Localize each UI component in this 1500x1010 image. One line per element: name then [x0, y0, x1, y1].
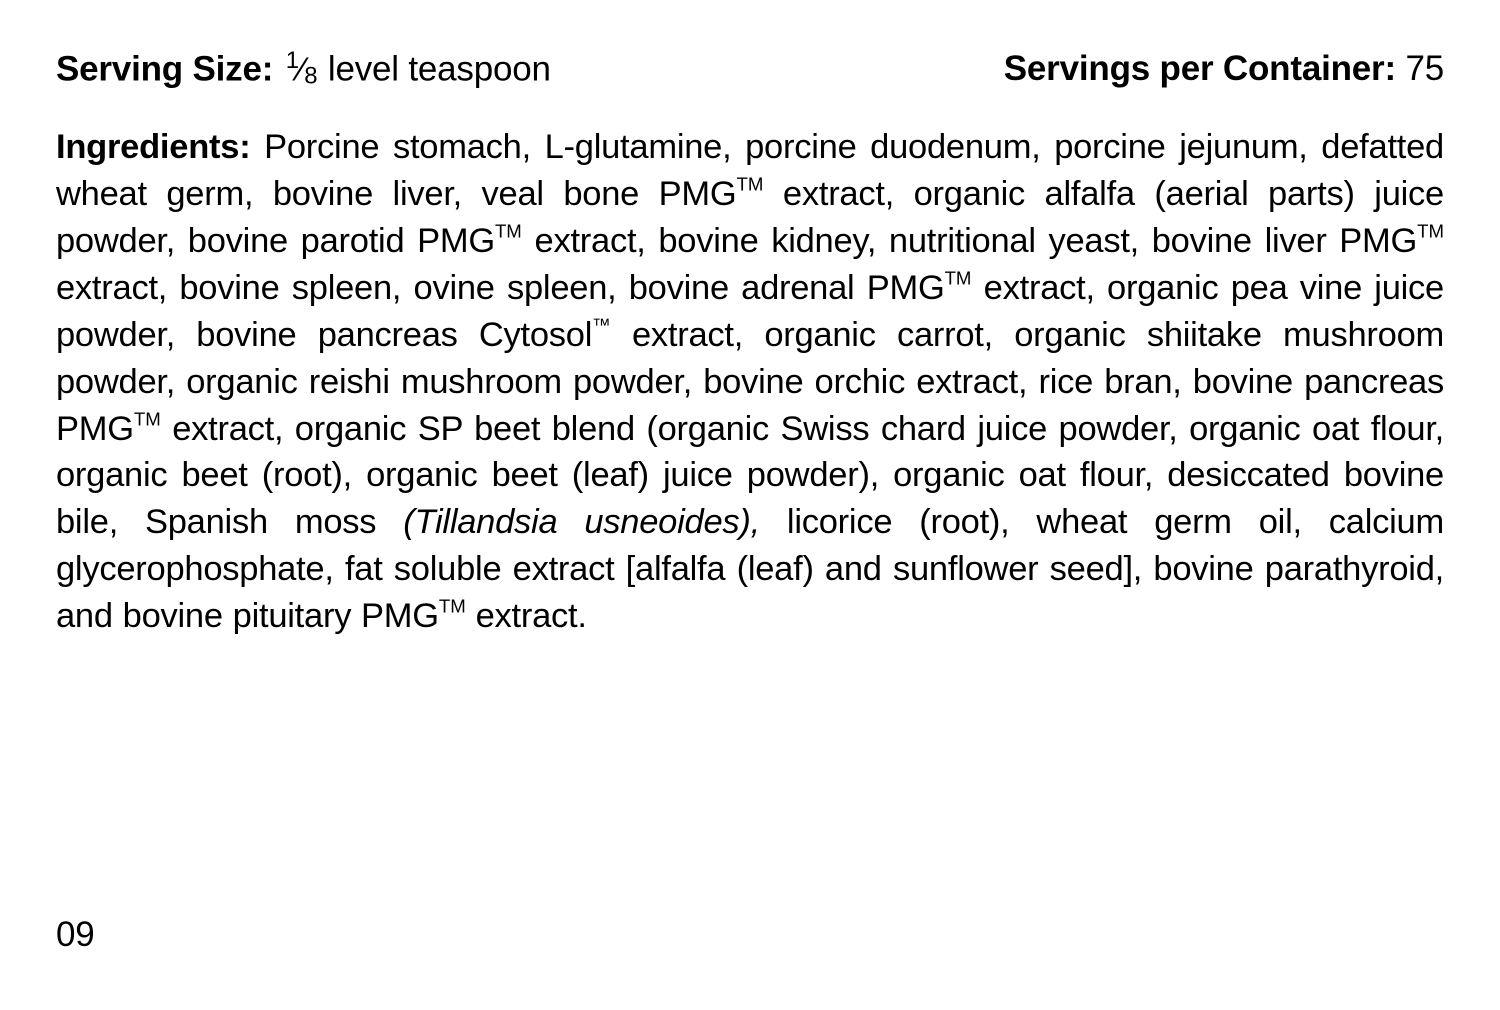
- ingredient-text-run: extract, bovine spleen, ovine spleen, bovine adrenal PMG: [56, 268, 945, 307]
- fraction-denominator: 8: [304, 62, 318, 90]
- ingredient-text-run: extract, organic alfalfa (aerial parts) juice powder, bovine parotid PMG: [56, 175, 1444, 260]
- ingredient-text-run: extract.: [465, 597, 587, 636]
- serving-information-row: [56, 48, 1444, 90]
- serving-size-value: level teaspoon: [327, 49, 551, 89]
- servings-per-container-label: Servings per Container:: [1003, 49, 1396, 89]
- ingredient-text-run: extract, organic carrot, organic shiitake mushroom powder, organic reishi mushroom powder, bovine orchic extract, rice bran, bovine pancreas PMG: [56, 315, 1444, 448]
- scientific-name: (Tillandsia usneoides),: [403, 503, 760, 542]
- servings-per-container-value: 75: [1405, 49, 1444, 89]
- trademark-mark: TM: [736, 173, 764, 195]
- trademark-mark: TM: [438, 595, 466, 617]
- fraction-numerator: 1: [285, 47, 299, 74]
- trademark-mark: TM: [1417, 220, 1444, 242]
- ingredient-text-run: Porcine stomach, L-glutamine, porcine duodenum, porcine jejunum, defatted wheat germ, bovine liver, veal bone PMG: [56, 128, 1444, 214]
- fraction-bar: ⁄: [298, 51, 305, 89]
- servings-per-container-block: [1004, 50, 1444, 89]
- serving-size-fraction: [286, 48, 318, 90]
- ingredient-text-run: extract, organic SP beet blend (organic Swiss chard juice powder, organic oat flour, organic beet (root), organic beet (leaf) juice powder), organic oat flour, desiccated bovine bile, Spanish moss: [56, 409, 1444, 542]
- trademark-mark: ™: [592, 314, 611, 336]
- serving-size-label: Serving Size:: [56, 49, 274, 89]
- ingredients-paragraph: [56, 124, 1444, 640]
- ingredient-text-run: extract, organic pea vine juice powder, bovine pancreas Cytosol: [56, 268, 1444, 354]
- footer-code: 09: [56, 915, 95, 954]
- ingredients-heading: Ingredients:: [56, 128, 251, 167]
- ingredient-text-run: licorice (root), wheat germ oil, calcium glycerophosphate, fat soluble extract [alfalfa (leaf) and sunflower seed], bovine parathyroid, and bovine pituitary PMG: [56, 503, 1444, 636]
- serving-size-block: [56, 48, 551, 90]
- trademark-mark: TM: [494, 220, 522, 242]
- trademark-mark: TM: [133, 408, 161, 430]
- ingredient-text-run: extract, bovine kidney, nutritional yeast, bovine liver PMG: [521, 221, 1418, 260]
- trademark-mark: TM: [944, 267, 972, 289]
- ingredients-list-text: [56, 128, 1444, 635]
